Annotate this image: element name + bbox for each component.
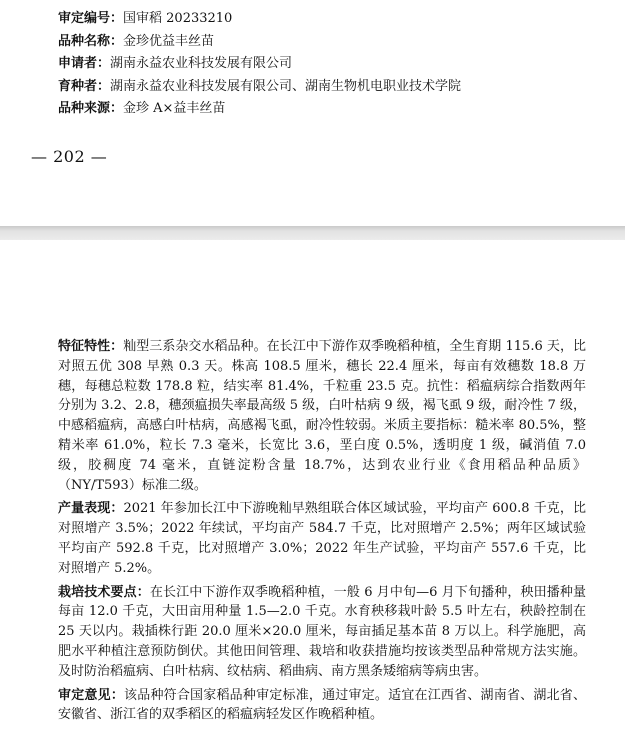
variety-source-row	[58, 98, 461, 121]
cultivation-paragraph	[58, 583, 586, 682]
yield-paragraph	[58, 499, 586, 578]
page-separator	[0, 226, 625, 240]
variety-name-row	[58, 31, 461, 54]
applicant-row	[58, 53, 461, 76]
characteristics-label: 特征特性：	[58, 339, 124, 354]
approval-number-label: 审定编号：	[58, 11, 124, 26]
yield-label: 产量表现：	[58, 501, 124, 517]
page-number: — 202 —	[31, 147, 108, 166]
variety-source-value: 金珍 A×益丰丝苗	[123, 101, 226, 116]
variety-source-label: 品种来源：	[58, 101, 124, 116]
breeder-label: 育种者：	[58, 78, 111, 94]
cultivation-label: 栽培技术要点：	[58, 584, 150, 600]
yield-text: 2021 年参加长江中下游晚籼早熟组联合体区域试验，平均亩产 600.8 千克，比对照增产 3.5%；2022 年续试，平均亩产 584.7 千克，比对照增产 2.5%；两年区域试验平均亩产 592.8 千克，比对照增产 3.0%；2022 年生产试验，平均亩产 557.6 千克，比对照增产 5.2%。	[58, 501, 586, 576]
approval-number-row	[58, 8, 461, 31]
approval-number-value: 国审稻 20233210	[123, 11, 233, 26]
breeder-row	[58, 76, 461, 99]
applicant-value: 湖南永益农业科技发展有限公司	[110, 56, 293, 71]
characteristics-paragraph	[58, 337, 586, 495]
approval-opinion-paragraph	[58, 686, 586, 726]
breeder-value: 湖南永益农业科技发展有限公司、湖南生物机电职业技术学院	[110, 78, 462, 94]
cultivation-text: 在长江中下游作双季晚稻种植，一般 6 月中旬—6 月下旬播种，秧田播种量每亩 12.0 千克，大田亩用种量 1.5—2.0 千克。水育秧移栽叶龄 5.5 叶左右，秧龄控制在 25 天以内。栽插株行距 20.0 厘米×20.0 厘米，每亩插足基本苗 8 万以上。科学施肥，高肥水平种植注意预防倒伏。其他田间管理、栽培和收获措施均按该类型品种常规方法实施。及时防治稻瘟病、白叶枯病、纹枯病、稻曲病、南方黑条矮缩病等病虫害。	[58, 584, 586, 679]
variety-name-label: 品种名称：	[58, 33, 124, 49]
approval-opinion-label: 审定意见：	[58, 687, 125, 703]
approval-opinion-text: 该品种符合国家稻品种审定标准，通过审定。适宜在江西省、湖南省、湖北省、安徽省、浙江省的双季稻区的稻瘟病轻发区作晚稻种植。	[58, 687, 586, 723]
variety-info-list	[58, 8, 461, 121]
variety-name-value: 金珍优益丰丝苗	[123, 33, 215, 49]
variety-description	[58, 337, 586, 729]
applicant-label: 申请者：	[58, 56, 111, 71]
previous-page	[0, 0, 625, 226]
characteristics-text: 籼型三系杂交水稻品种。在长江中下游作双季晚稻种植，全生育期 115.6 天，比对照五优 308 早熟 0.3 天。株高 108.5 厘米，穗长 22.4 厘米，每亩有效穗数 18.8 万穗，每穗总粒数 178.8 粒，结实率 81.4%，千粒重 23.5 克。抗性：稻瘟病综合指数两年分别为 3.2、2.8，穗颈瘟损失率最高级 5 级，白叶枯病 9 级，褐飞虱 9 级，耐冷性 7 级，中感稻瘟病，高感白叶枯病，高感褐飞虱，耐冷性较弱。米质主要指标：糙米率 80.5%，整精米率 61.0%，粒长 7.3 毫米，长宽比 3.6，垩白度 0.5%，透明度 1 级，碱消值 7.0 级，胶稠度 74 毫米，直链淀粉含量 18.7%，达到农业行业《食用稻品种品质》（NY/T593）标准二级。	[58, 339, 586, 493]
